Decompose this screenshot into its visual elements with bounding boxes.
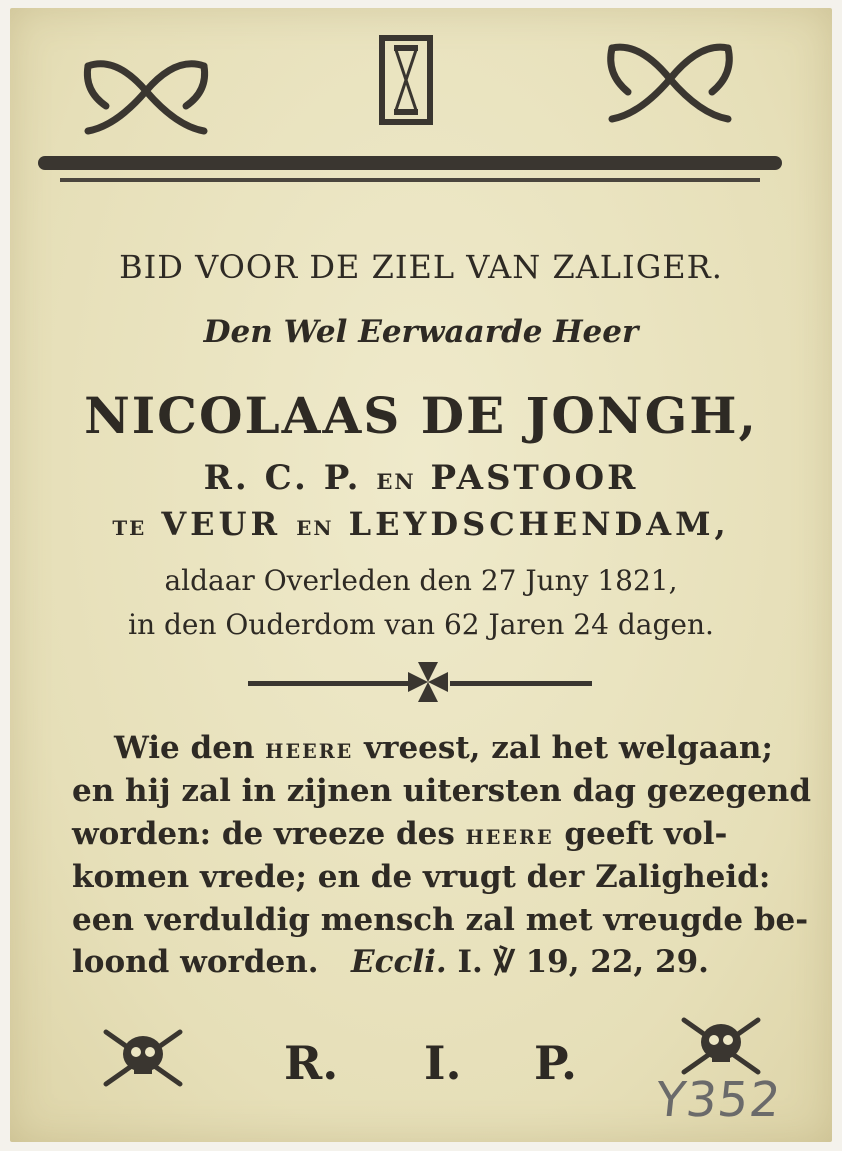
- rip-i: I.: [424, 1036, 462, 1090]
- heading: BID VOOR DE ZIEL VAN ZALIGER.: [119, 248, 723, 286]
- verse-heere: HEERE: [265, 740, 354, 763]
- verse-line-1: [114, 730, 834, 766]
- skull-crossbones-left-icon: [100, 1026, 186, 1090]
- divider-left: [248, 681, 408, 686]
- place-line: [10, 505, 832, 543]
- memorial-card: [10, 8, 832, 1142]
- place-te: TE: [112, 516, 147, 540]
- top-rule-thick: [38, 156, 782, 170]
- title-role: PASTOOR: [430, 458, 639, 498]
- rip-p: P.: [534, 1036, 577, 1090]
- deceased-name: NICOLAAS DE JONGH,: [84, 386, 758, 445]
- verse-line-3: [72, 816, 792, 852]
- verse-heere: HEERE: [465, 826, 554, 849]
- verse-line-4: komen vrede; en de vrugt der Zaligheid:: [72, 859, 771, 895]
- verse-line-6: [72, 944, 792, 980]
- divider-right: [450, 681, 592, 686]
- catalog-number: Y352: [653, 1072, 784, 1128]
- verse-text: geeft vol-: [553, 816, 728, 852]
- rip-r: R.: [284, 1036, 339, 1090]
- verse-line-5: een verduldig mensch zal met vreugde be-: [72, 902, 809, 938]
- scripture-verses: I. ℣ 19, 22, 29.: [457, 944, 709, 980]
- crossed-scythes-right-icon: [600, 34, 740, 126]
- place-leydschendam: LEYDSCHENDAM,: [348, 505, 730, 543]
- verse-text: vreest, zal het welgaan;: [353, 730, 773, 766]
- honorific: Den Wel Eerwaarde Heer: [203, 314, 639, 350]
- title-en: EN: [376, 469, 416, 494]
- verse-text: Wie den: [114, 730, 266, 766]
- skull-crossbones-right-icon: [678, 1014, 764, 1078]
- verse-text: loond worden.: [72, 944, 319, 980]
- title-line: [10, 458, 832, 498]
- top-rule-thin: [60, 178, 760, 182]
- place-veur: VEUR: [161, 505, 282, 543]
- title-prefix: R. C. P.: [203, 458, 362, 498]
- age-line: in den Ouderdom van 62 Jaren 24 dagen.: [128, 608, 714, 641]
- death-date-line: aldaar Overleden den 27 Juny 1821,: [164, 564, 678, 597]
- verse-line-2: en hij zal in zijnen uitersten dag gezegend: [72, 773, 812, 809]
- maltese-cross-icon: [406, 660, 450, 704]
- crossed-scythes-left-icon: [76, 46, 216, 136]
- hourglass-icon: [378, 34, 434, 126]
- verse-text: worden: de vreeze des: [72, 816, 466, 852]
- scripture-reference: Eccli.: [350, 944, 447, 980]
- place-en: EN: [296, 516, 334, 540]
